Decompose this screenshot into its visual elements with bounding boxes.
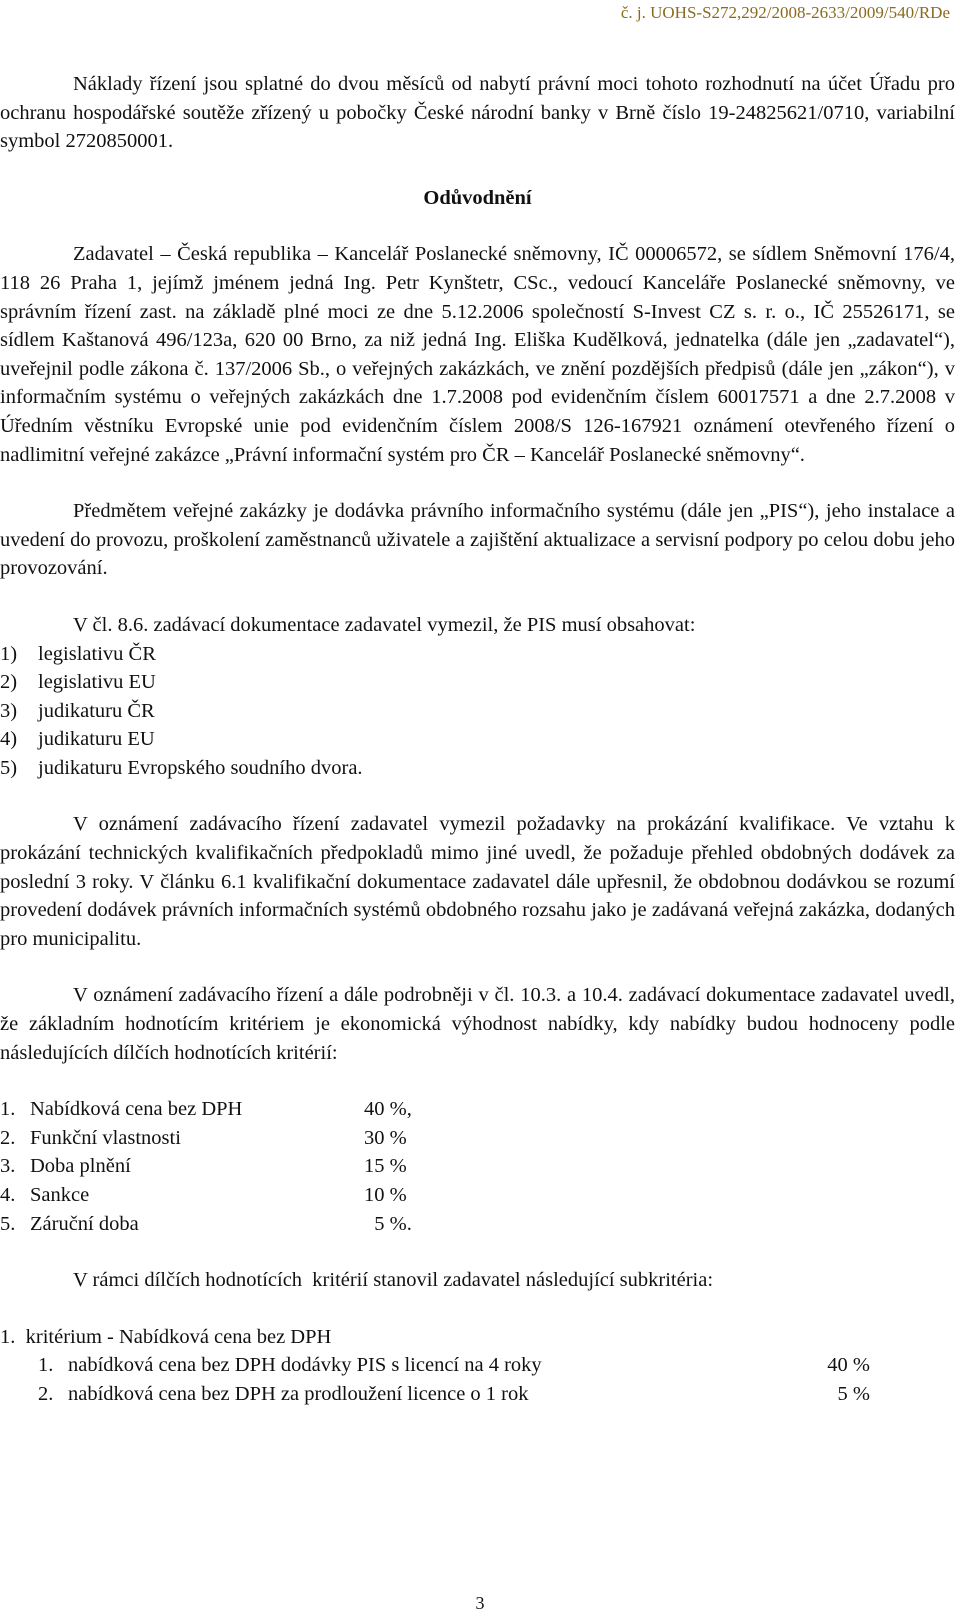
page-number: 3 <box>475 1593 485 1613</box>
list-item: 4) judikaturu EU <box>0 728 155 751</box>
pis-content-list <box>0 640 955 783</box>
criterion-row: 1. Nabídková cena bez DPH 40 %, <box>0 1098 412 1121</box>
paragraph-qualification: V oznámení zadávacího řízení zadavatel vymezil požadavky na prokázání kvalifikace. Ve vztahu k prokázání technických kvalifikačních předpokladů mimo jiné uvedl, že požaduje přehled obdobných dodávek za poslední 3 roky. V článku 6.1 kvalifikační dokumentace zadavatel dále upřesnil, že obdobnou dodávkou se rozumí provedení dodávek právních informačních systémů obdobného rozsahu jako je zadávaná veřejná zakázka, dodaných pro municipalitu. <box>0 813 955 950</box>
criterion-row: 4. Sankce 10 % <box>0 1184 407 1206</box>
paragraph-subject: Předmětem veřejné zakázky je dodávka právního informačního systému (dále jen „PIS“), jeho instalace a uvedení do provozu, proškolení zaměstnanců uživatele a zajištění aktualizace a servisní podpory po celou dobu jeho provozování. <box>0 500 955 580</box>
subcriterion-row: 1. nabídková cena bez DPH dodávky PIS s licencí na 4 roky 40 % <box>38 1354 870 1377</box>
list-item: 3) judikaturu ČR <box>0 699 155 722</box>
paragraph-evaluation: V oznámení zadávacího řízení a dále podrobněji v čl. 10.3. a 10.4. zadávací dokumentace zadavatel uvedl, že základním hodnotícím kritériem je ekonomická výhodnost nabídky, kdy nabídky budou hodnoceny podle následujících dílčích hodnotících kritérií: <box>0 984 955 1064</box>
document-body <box>0 70 955 1409</box>
criterion-1-title: 1. kritérium - Nabídková cena bez DPH <box>0 1325 332 1348</box>
criterion-row: 5. Záruční doba 5 %. <box>0 1212 412 1235</box>
paragraph-contracting-authority: Zadavatel – Česká republika – Kancelář Poslanecké sněmovny, IČ 00006572, se sídlem Sněmovní 176/4, 118 26 Praha 1, jejímž jménem jedná Ing. Petr Kynštetr, CSc., vedoucí Kanceláře Poslanecké sněmovny, ve správním řízení zast. na základě plné moci ze dne 5.12.2006 společností S-Invest CZ s. r. o., IČ 25526171, se sídlem Kaštanová 496/123a, 620 00 Brno, za niž jedná Ing. Eliška Kudělková, jednatelka (dále jen „zadavatel“), uveřejnil podle zákona č. 137/2006 Sb., o veřejných zakázkách, ve znění pozdějších předpisů (dále jen „zákon“), v informačním systému o veřejných zakázkách dne 1.7.2008 pod evidenčním číslem 60017571 a dne 2.7.2008 v Úředním věstníku Evropské unie pod evidenčním číslem 2008/S 126-167921 oznámení otevřeného řízení o nadlimitní veřejné zakázce „Právní informační systém pro ČR – Kancelář Poslanecké sněmovny“. <box>0 243 955 466</box>
subcriteria-list <box>0 1351 955 1408</box>
paragraph-pis-requirements: V čl. 8.6. zadávací dokumentace zadavatel vymezil, že PIS musí obsahovat: <box>73 613 696 636</box>
list-item: 2) legislativu EU <box>0 671 156 694</box>
list-item: 5) judikaturu Evropského soudního dvora. <box>0 756 363 779</box>
section-heading: Odůvodnění <box>423 186 532 209</box>
paragraph-subcriteria-intro: V rámci dílčích hodnotících kritérií stanovil zadavatel následující subkritéria: <box>73 1269 714 1292</box>
list-item: 1) legislativu ČR <box>0 642 156 665</box>
criterion-row: 3. Doba plnění 15 % <box>0 1155 407 1178</box>
subcriterion-row: 2. nabídková cena bez DPH za prodloužení licence o 1 rok 5 % <box>38 1382 870 1405</box>
criterion-row: 2. Funkční vlastnosti 30 % <box>0 1126 407 1149</box>
paragraph-costs: Náklady řízení jsou splatné do dvou měsíců od nabytí právní moci tohoto rozhodnutí na účet Úřadu pro ochranu hospodářské soutěže zřízený u pobočky České národní banky v Brně číslo 19-24825621/0710, variabilní symbol 2720850001. <box>0 73 955 153</box>
criteria-list <box>0 1095 955 1238</box>
document-reference: č. j. UOHS-S272,292/2008-2633/2009/540/RDe <box>620 3 950 22</box>
